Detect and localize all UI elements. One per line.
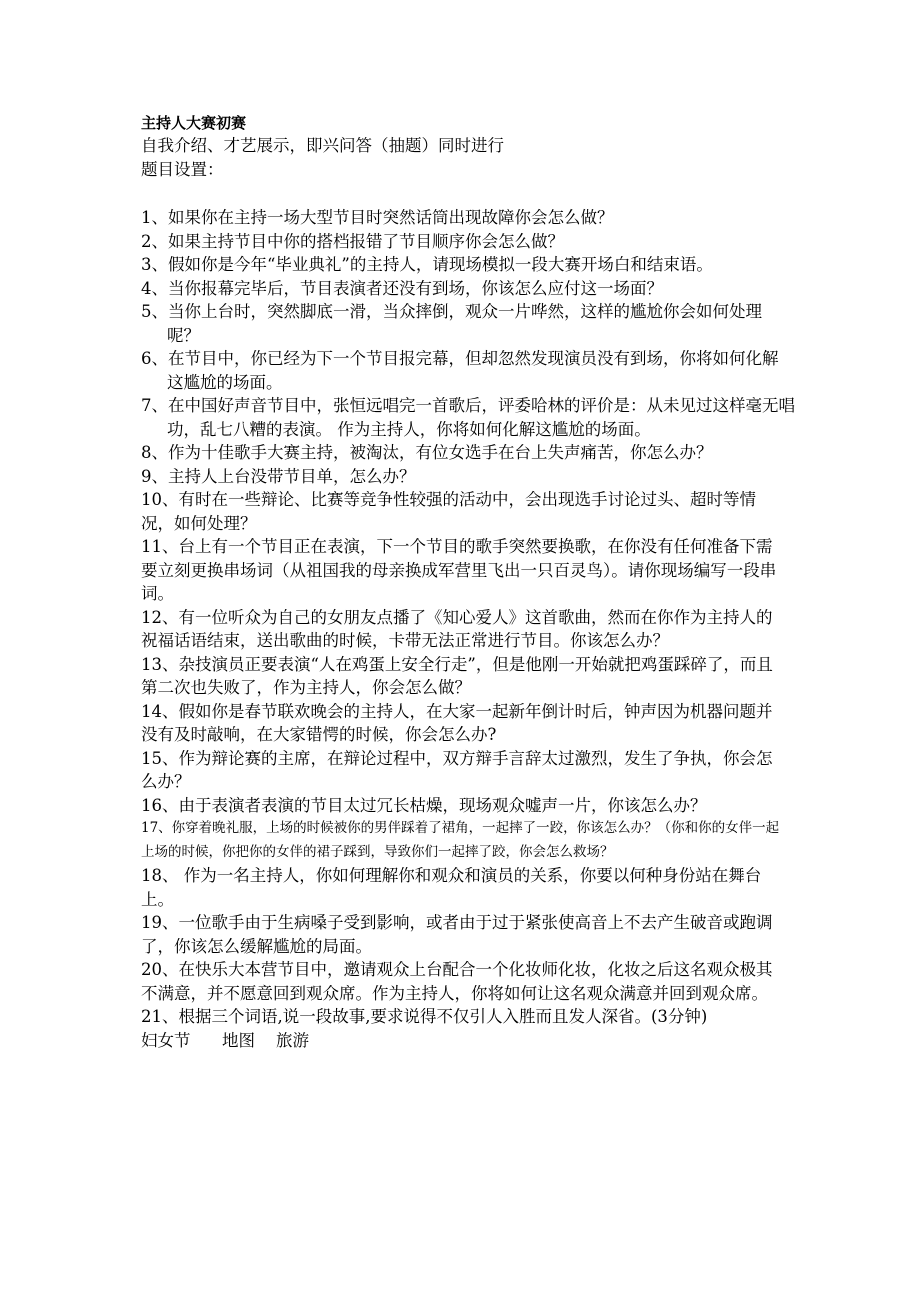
question-item: 6、在节目中，你已经为下一个节目报完幕，但却忽然发现演员没有到场，你将如何化解这尴尬的场面。	[141, 349, 779, 392]
settings-label: 题目设置：	[141, 160, 224, 179]
question-list	[141, 206, 795, 1029]
question-item: 19、一位歌手由于生病嗓子受到影响，或者由于过于紧张使高音上不去产生破音或跑调了，你该怎么缓解尴尬的局面。	[141, 913, 773, 956]
question-item: 15、作为辩论赛的主席，在辩论过程中，双方辩手言辞太过激烈，发生了争执，你会怎么办？	[141, 748, 773, 791]
question-item: 10、有时在一些辩论、比赛等竞争性较强的活动中，会出现选手讨论过头、超时等情况，如何处理？	[141, 490, 756, 533]
blank-line	[141, 182, 781, 206]
question-item: 21、根据三个词语,说一段故事,要求说得不仅引人入胜而且发人深省。(3分钟)	[141, 1007, 708, 1026]
document-title: 主持人大赛初赛	[141, 114, 247, 132]
question-item: 17、你穿着晚礼服，上场的时候被你的男伴踩着了裙角，一起摔了一跤，你该怎么办？（你和你的女伴一起上场的时候，你把你的女伴的裙子踩到，导致你们一起摔了跤，你会怎么救场？	[141, 820, 780, 860]
question-item: 5、当你上台时，突然脚底一滑，当众摔倒，观众一片哗然，这样的尴尬你会如何处理呢？	[141, 302, 762, 345]
question-item: 20、在快乐大本营节目中，邀请观众上台配合一个化妆师化妆，化妆之后这名观众极其不满意，并不愿意回到观众席。作为主持人，你将如何让这名观众满意并回到观众席。	[141, 960, 773, 1003]
question-item: 2、如果主持节目中你的搭档报错了节目顺序你会怎么做？	[141, 231, 564, 251]
question-item: 9、主持人上台没带节目单，怎么办？	[141, 466, 416, 486]
question-item: 14、假如你是春节联欢晚会的主持人，在大家一起新年倒计时后，钟声因为机器问题并没有及时敲响，在大家错愕的时候，你会怎么办?	[141, 701, 773, 744]
story-keywords: 妇女节 地图 旅游	[141, 1030, 309, 1050]
document-page	[141, 112, 795, 1053]
question-item: 16、由于表演者表演的节目太过冗长枯燥，现场观众嘘声一片，你该怎么办？	[141, 795, 707, 815]
question-item: 1、如果你在主持一场大型节目时突然话筒出现故障你会怎么做？	[141, 208, 614, 227]
question-item: 13、杂技演员正要表演“人在鸡蛋上安全行走”，但是他刚一开始就把鸡蛋踩碎了，而且第二次也失败了，作为主持人，你会怎么做？	[141, 654, 773, 697]
question-item: 18、 作为一名主持人，你如何理解你和观众和演员的关系，你要以何种身份站在舞台上。	[141, 866, 762, 909]
question-item: 3、假如你是今年“毕业典礼”的主持人，请现场模拟一段大赛开场白和结束语。	[141, 255, 713, 274]
question-item: 12、有一位听众为自己的女朋友点播了《知心爱人》这首歌曲，然而在你作为主持人的祝福话语结束，送出歌曲的时候，卡带无法正常进行节目。你该怎么办？	[141, 607, 773, 650]
intro-line: 自我介绍、才艺展示，即兴问答（抽题）同时进行	[141, 136, 504, 155]
question-item: 11、台上有一个节目正在表演，下一个节目的歌手突然要换歌，在你没有任何准备下需要立刻更换串场词（从祖国我的母亲换成军营里飞出一只百灵鸟）。请你现场编写一段串词。	[141, 537, 777, 603]
question-item: 4、当你报幕完毕后，节目表演者还没有到场，你该怎么应付这一场面？	[141, 278, 663, 298]
question-item: 7、在中国好声音节目中，张恒远唱完一首歌后，评委哈林的评价是：从未见过这样毫无唱功，乱七八糟的表演。 作为主持人，你将如何化解这尴尬的场面。	[141, 396, 795, 439]
question-item: 8、作为十佳歌手大赛主持，被淘汰，有位女选手在台上失声痛苦，你怎么办？	[141, 443, 713, 462]
